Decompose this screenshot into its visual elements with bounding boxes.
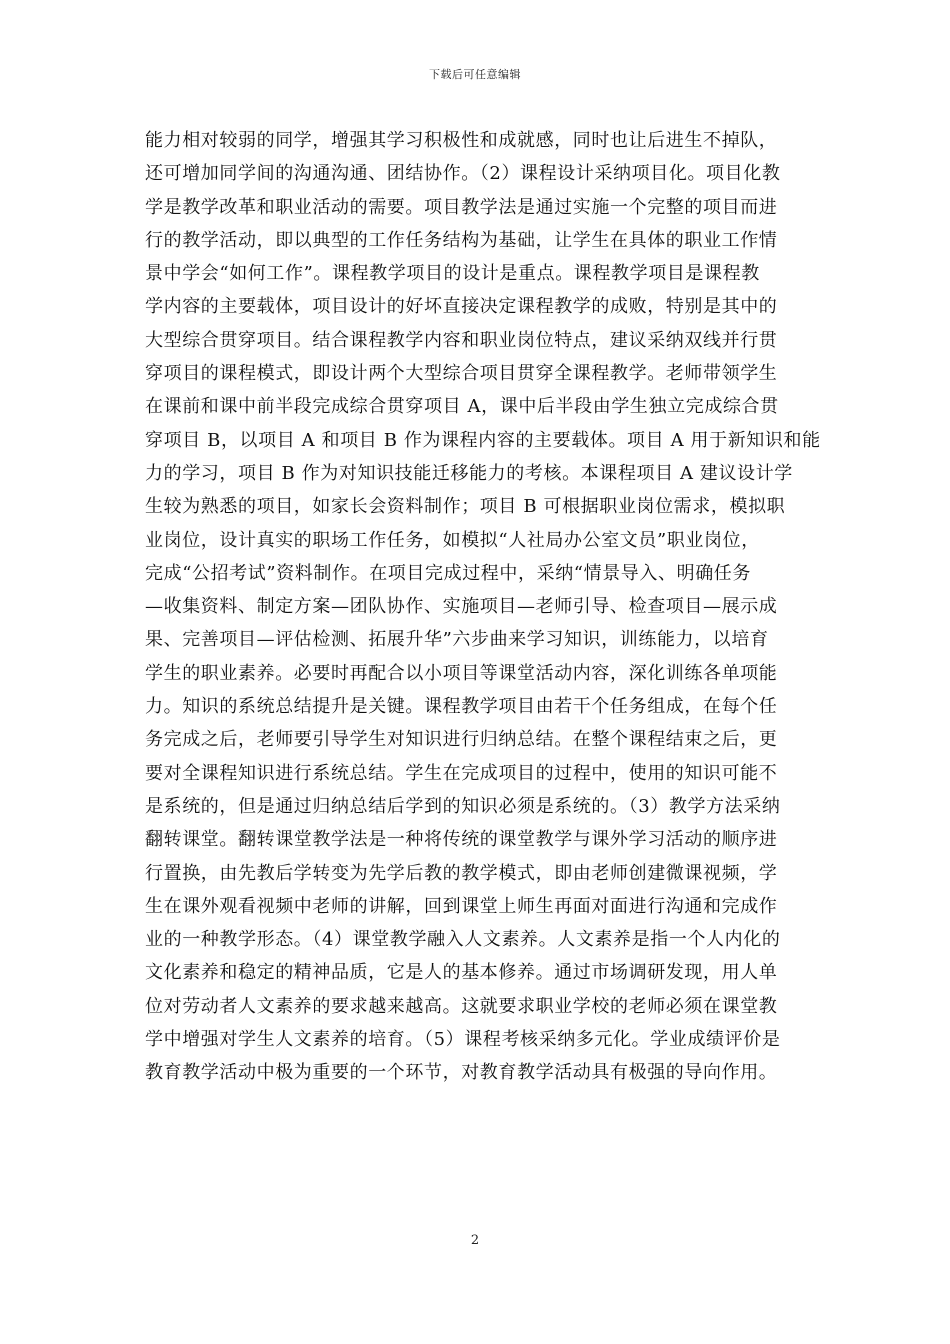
- text-line: 要对全课程知识进行系统总结。学生在完成项目的过程中，使用的知识可能不: [145, 762, 778, 784]
- text-line: 力的学习，项目 B 作为对知识技能迁移能力的考核。本课程项目 A 建议设计学: [145, 462, 793, 484]
- text-line: 能力相对较弱的同学，增强其学习积极性和成就感，同时也让后进生不掉队，: [145, 130, 778, 151]
- text-line: 是系统的，但是通过归纳总结后学到的知识必须是系统的。（3）教学方法采纳: [145, 795, 781, 817]
- text-line: 景中学会“如何工作”。课程教学项目的设计是重点。课程教学项目是课程教: [145, 263, 760, 285]
- text-line: 穿项目 B，以项目 A 和项目 B 作为课程内容的主要载体。项目 A 用于新知识和能: [145, 429, 821, 451]
- text-line: 学内容的主要载体，项目设计的好坏直接决定课程教学的成败，特别是其中的: [145, 296, 778, 318]
- text-line: 行的教学活动，即以典型的工作任务结构为基础，让学生在具体的职业工作情: [145, 229, 778, 251]
- text-line: 行置换，由先教后学转变为先学后教的教学模式，即由老师创建微课视频，学: [145, 862, 778, 884]
- text-line: 教育教学活动中极为重要的一个环节，对教育教学活动具有极强的导向作用。: [145, 1062, 778, 1084]
- text-line: 文化素养和稳定的精神品质，它是人的基本修养。通过市场调研发现，用人单: [145, 962, 778, 984]
- text-line: 还可增加同学间的沟通沟通、团结协作。（2）课程设计采纳项目化。项目化教: [145, 163, 781, 185]
- document-body: [145, 124, 821, 1090]
- text-line: 学中增强对学生人文素养的培育。（5）课程考核采纳多元化。学业成绩评价是: [145, 1029, 781, 1051]
- text-line: 力。知识的系统总结提升是关键。课程教学项目由若干个任务组成，在每个任: [145, 696, 778, 718]
- text-line: 学生的职业素养。必要时再配合以小项目等课堂活动内容，深化训练各单项能: [145, 662, 778, 684]
- text-line: 业的一种教学形态。（4）课堂教学融入人文素养。人文素养是指一个人内化的: [145, 929, 781, 951]
- text-line: 务完成之后，老师要引导学生对知识进行归纳总结。在整个课程结束之后，更: [145, 729, 778, 751]
- text-line: 穿项目的课程模式，即设计两个大型综合项目贯穿全课程教学。老师带领学生: [145, 363, 778, 385]
- text-line: 在课前和课中前半段完成综合贯穿项目 A，课中后半段由学生独立完成综合贯: [145, 396, 779, 418]
- text-line: —收集资料、制定方案—团队协作、实施项目—老师引导、检查项目—展示成: [145, 596, 778, 618]
- text-line: 大型综合贯穿项目。结合课程教学内容和职业岗位特点，建议采纳双线并行贯: [145, 329, 778, 351]
- text-line: 翻转课堂。翻转课堂教学法是一种将传统的课堂教学与课外学习活动的顺序进: [145, 829, 778, 851]
- text-line: 完成“公招考试”资料制作。在项目完成过程中，采纳“情景导入、明确任务: [145, 562, 752, 584]
- text-line: 果、完善项目—评估检测、拓展升华”六步曲来学习知识，训练能力，以培育: [145, 629, 769, 651]
- text-line: 学是教学改革和职业活动的需要。项目教学法是通过实施一个完整的项目而进: [145, 196, 778, 218]
- text-line: 生在课外观看视频中老师的讲解，回到课堂上师生再面对面进行沟通和完成作: [145, 895, 778, 917]
- text-line: 位对劳动者人文素养的要求越来越高。这就要求职业学校的老师必须在课堂教: [145, 995, 778, 1017]
- text-line: 生较为熟悉的项目，如家长会资料制作；项目 B 可根据职业岗位需求，模拟职: [145, 496, 786, 518]
- text-line: 业岗位，设计真实的职场工作任务，如模拟“人社局办公室文员”职业岗位，: [145, 529, 760, 551]
- page-number: 2: [470, 1233, 480, 1248]
- page-header: 下载后可任意编辑: [429, 68, 521, 81]
